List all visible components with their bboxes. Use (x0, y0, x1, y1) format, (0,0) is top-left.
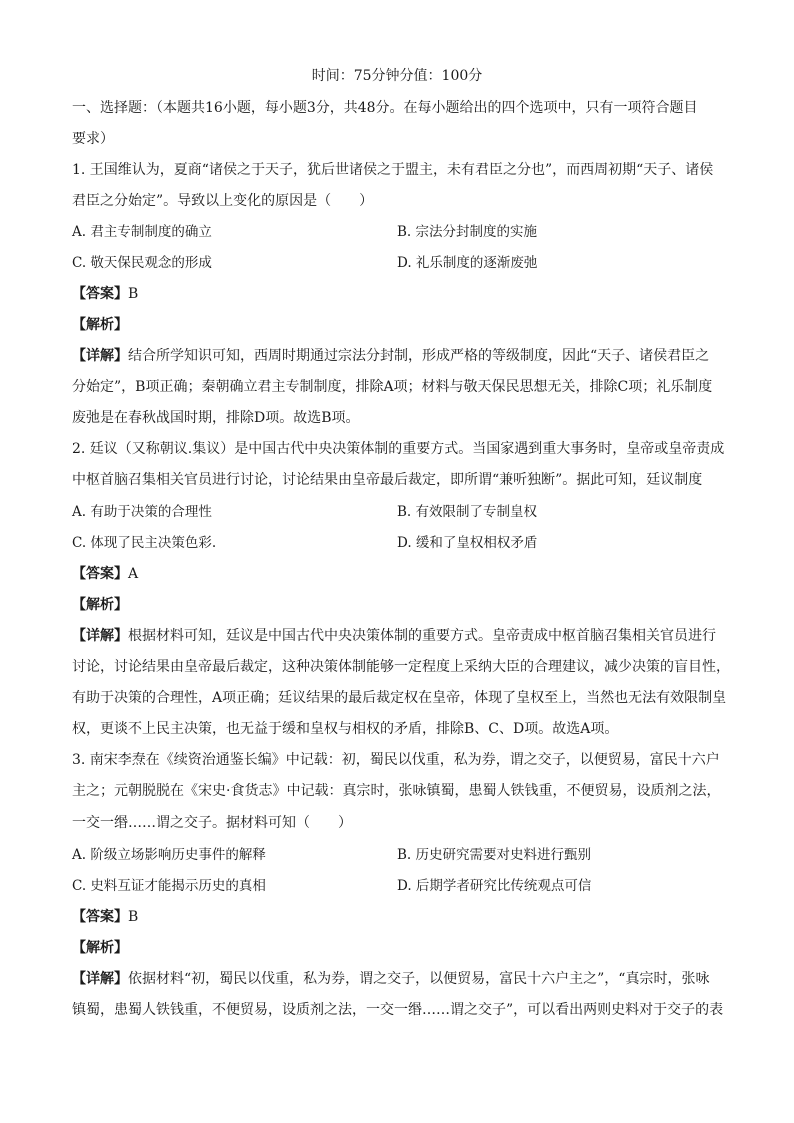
answer-tag: 【答案】 (72, 909, 128, 925)
analysis-tag: 【解析】 (72, 940, 128, 956)
detail-tag: 【详解】 (72, 628, 128, 644)
answer-tag: 【答案】 (72, 286, 128, 302)
q2-stem-line-2: 中枢首脑召集相关官员进行讨论，讨论结果由皇帝最后裁定，即所谓“兼听独断”。据此可知，廷议制度 (72, 472, 703, 488)
section-title-line-1: 一、选择题：（本题共16小题，每小题3分，共48分。在每小题给出的四个选项中，只有一项符合题目 (72, 100, 698, 116)
q1-option-b: B. 宗法分封制度的实施 (397, 224, 538, 240)
q2-analysis (72, 595, 732, 615)
q3-option-b: B. 历史研究需要对史料进行甄别 (397, 847, 592, 863)
q1-answer (72, 284, 732, 304)
q3-stem-line-2: 主之；元朝脱脱在《宋史·食货志》中记载：真宗时，张咏镇蜀，患蜀人铁钱重，不便贸易，设质剂之法， (72, 783, 721, 799)
q3-option-a: A. 阶级立场影响历史事件的解释 (72, 847, 266, 863)
q2-stem-line-1: 2. 廷议（又称朝议.集议）是中国古代中央决策体制的重要方式。当国家遇到重大事务时，皇帝或皇帝责成 (72, 441, 725, 457)
q3-stem-line-1: 3. 南宋李焘在《续资治通鉴长编》中记载：初，蜀民以伐重，私为券，谓之交子，以便贸易，富民十六户 (72, 752, 720, 768)
q1-answer-value: B (128, 286, 139, 302)
q3-stem-line-3: 一交一缗……谓之交子。据材料可知（ ） (72, 815, 352, 831)
q3-analysis (72, 938, 732, 958)
q1-option-d: D. 礼乐制度的逐渐废弛 (397, 255, 538, 271)
q2-answer (72, 564, 732, 584)
q2-option-d: D. 缓和了皇权相权矛盾 (397, 535, 538, 551)
q3-detail-line-1: 【详解】依据材料“初，蜀民以伐重，私为券，谓之交子，以便贸易，富民十六户主之”，“真宗时，张咏 (72, 971, 710, 987)
q1-analysis (72, 315, 732, 335)
analysis-tag: 【解析】 (72, 317, 128, 333)
q3-answer (72, 907, 732, 927)
q2-answer-value: A (128, 566, 139, 582)
q2-option-a: A. 有助于决策的合理性 (72, 504, 212, 520)
q1-detail-line-3: 废弛是在春秋战国时期，排除D项。故选B项。 (72, 410, 360, 426)
q1-stem-line-1: 1. 王国维认为，夏商“诸侯之于天子，犹后世诸侯之于盟主，未有君臣之分也”，而西周初期“天子、诸侯 (72, 162, 714, 178)
analysis-tag: 【解析】 (72, 597, 128, 613)
q2-detail-line-4: 权，更谈不上民主决策，也无益于缓和皇权与相权的矛盾，排除B、C、D项。故选A项。 (72, 721, 619, 737)
q1-detail-line-1: 【详解】结合所学知识可知，西周时期通过宗法分封制，形成严格的等级制度，因此“天子、诸侯君臣之 (72, 348, 710, 364)
q1-option-c: C. 敬天保民观念的形成 (72, 255, 212, 271)
detail-tag: 【详解】 (72, 971, 128, 987)
q3-option-c: C. 史料互证才能揭示历史的真相 (72, 878, 266, 894)
q2-detail-line-3: 有助于决策的合理性，A项正确；廷议结果的最后裁定权在皇帝，体现了皇权至上，当然也无法有效限制皇 (72, 690, 727, 706)
q3-option-d: D. 后期学者研究比传统观点可信 (397, 878, 592, 894)
q2-option-b: B. 有效限制了专制皇权 (397, 504, 538, 520)
answer-tag: 【答案】 (72, 566, 128, 582)
q3-answer-value: B (128, 909, 139, 925)
q1-detail-line-2: 分始定”，B项正确；秦朝确立君主专制制度，排除A项；材料与敬天保民思想无关，排除C项；礼乐制度 (72, 379, 713, 395)
exam-header: 时间：75分钟分值：100分 (311, 68, 483, 84)
detail-tag: 【详解】 (72, 348, 128, 364)
q2-detail-line-1: 【详解】根据材料可知，廷议是中国古代中央决策体制的重要方式。皇帝责成中枢首脑召集相关官员进行 (72, 628, 716, 644)
q1-stem-line-2: 君臣之分始定”。导致以上变化的原因是（ ） (72, 193, 374, 209)
q3-detail-line-2: 镇蜀，患蜀人铁钱重，不便贸易，设质剂之法，一交一缗……谓之交子”，可以看出两则史料对于交子的表 (72, 1002, 724, 1018)
q1-option-a: A. 君主专制制度的确立 (72, 224, 212, 240)
q2-detail-line-2: 讨论，讨论结果由皇帝最后裁定，这种决策体制能够一定程度上采纳大臣的合理建议，减少决策的盲目性， (72, 659, 730, 675)
section-title-line-2: 要求） (72, 131, 114, 147)
q2-option-c: C. 体现了民主决策色彩. (72, 535, 217, 551)
